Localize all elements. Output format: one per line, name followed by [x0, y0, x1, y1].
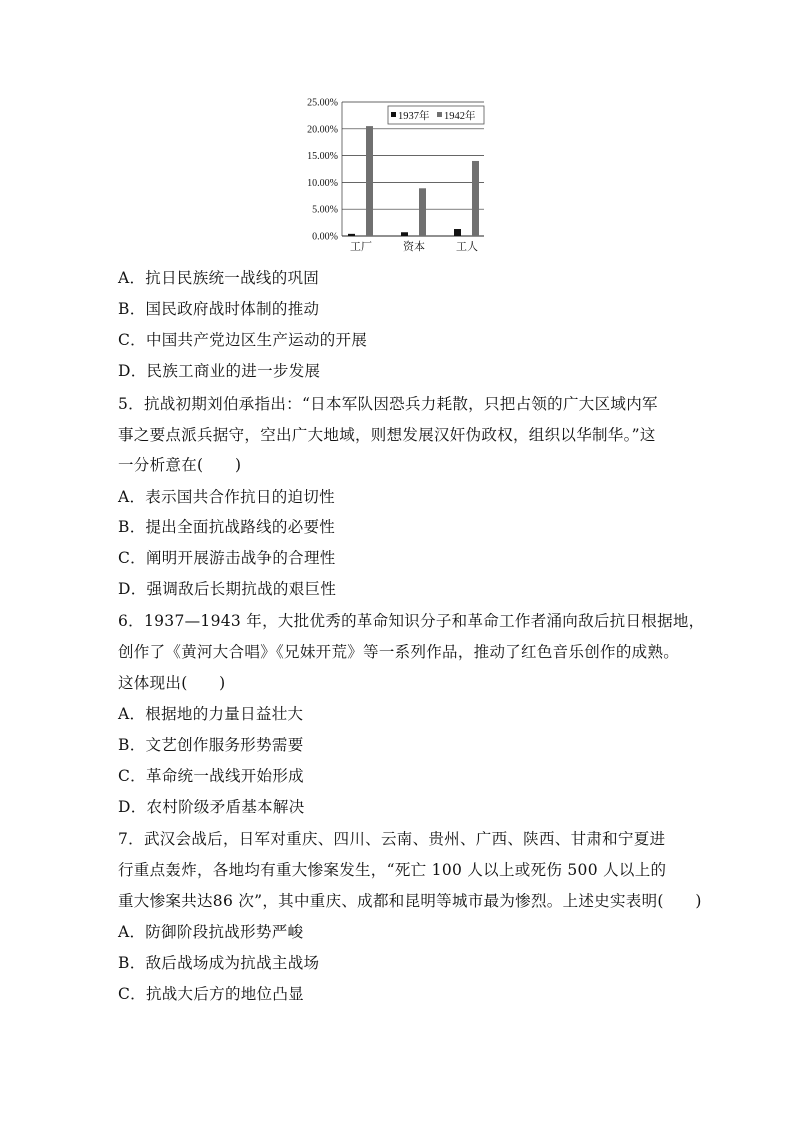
bar-chart — [296, 92, 496, 254]
x-category-label: 资本 — [403, 240, 425, 253]
q7-stem-line-1: 7．武汉会战后，日军对重庆、四川、云南、贵州、广西、陕西、甘肃和宁夏进 — [118, 830, 666, 848]
q5-option-a: A．表示国共合作抗日的迫切性 — [118, 488, 335, 506]
legend-swatch-1937 — [391, 112, 396, 117]
q7-option-c: C．抗战大后方的地位凸显 — [118, 985, 304, 1003]
bar-1937-1 — [401, 232, 408, 236]
bar-1937-0 — [348, 234, 355, 236]
y-tick-label: 0.00% — [312, 231, 338, 243]
q6-option-a: A．根据地的力量日益壮大 — [118, 705, 304, 723]
q7-option-b: B．敌后战场成为抗战主战场 — [118, 954, 320, 972]
q6-stem-line-3: 这体现出( ) — [118, 674, 226, 692]
q6-stem-line-2: 创作了《黄河大合唱》《兄妹开荒》等一系列作品，推动了红色音乐创作的成熟。 — [118, 643, 680, 661]
bar-1942-2 — [472, 161, 479, 236]
q4-option-c: C．中国共产党边区生产运动的开展 — [118, 331, 368, 349]
q7-stem-line-3: 重大惨案共达86 次”，其中重庆、成都和昆明等城市最为惨烈。上述史实表明( ) — [118, 892, 702, 910]
q4-option-a: A．抗日民族统一战线的巩固 — [118, 269, 320, 287]
q4-option-d: D．民族工商业的进一步发展 — [118, 362, 321, 380]
legend-label-1937: 1937年 — [398, 111, 430, 122]
bar-1942-1 — [419, 188, 426, 236]
legend-swatch-1942 — [437, 112, 442, 117]
q5-stem-line-2: 事之要点派兵据守，空出广大地域，则想发展汉奸伪政权，组织以华制华。”这 — [118, 426, 656, 444]
q5-option-b: B．提出全面抗战路线的必要性 — [118, 518, 336, 536]
x-category-label: 工厂 — [350, 240, 372, 253]
y-tick-label: 5.00% — [312, 204, 338, 216]
q6-option-c: C．革命统一战线开始形成 — [118, 767, 304, 785]
y-tick-label: 15.00% — [307, 151, 338, 163]
bar-1937-2 — [454, 229, 461, 236]
q5-option-c: C．阐明开展游击战争的合理性 — [118, 549, 336, 567]
q7-option-a: A．防御阶段抗战形势严峻 — [118, 923, 304, 941]
y-tick-label: 10.00% — [307, 177, 338, 189]
q7-stem-line-2: 行重点轰炸，各地均有重大惨案发生，“死亡 100 人以上或死伤 500 人以上的 — [118, 861, 667, 879]
q4-option-b: B．国民政府战时体制的推动 — [118, 300, 320, 318]
bar-1942-0 — [366, 126, 373, 236]
q6-option-d: D．农村阶级矛盾基本解决 — [118, 798, 305, 816]
q5-option-d: D．强调敌后长期抗战的艰巨性 — [118, 580, 337, 598]
legend-label-1942: 1942年 — [444, 111, 476, 122]
q5-stem-line-1: 5．抗战初期刘伯承指出：“日本军队因恐兵力耗散，只把占领的广大区域内军 — [118, 395, 658, 413]
q5-stem-line-3: 一分析意在( ) — [118, 456, 242, 474]
chart-legend — [388, 106, 484, 124]
q6-option-b: B．文艺创作服务形势需要 — [118, 736, 304, 754]
y-tick-label: 25.00% — [307, 97, 338, 109]
x-category-label: 工人 — [456, 240, 478, 253]
y-tick-label: 20.00% — [307, 124, 338, 136]
q6-stem-line-1: 6．1937—1943 年，大批优秀的革命知识分子和革命工作者涌向敌后抗日根据地， — [118, 612, 705, 630]
